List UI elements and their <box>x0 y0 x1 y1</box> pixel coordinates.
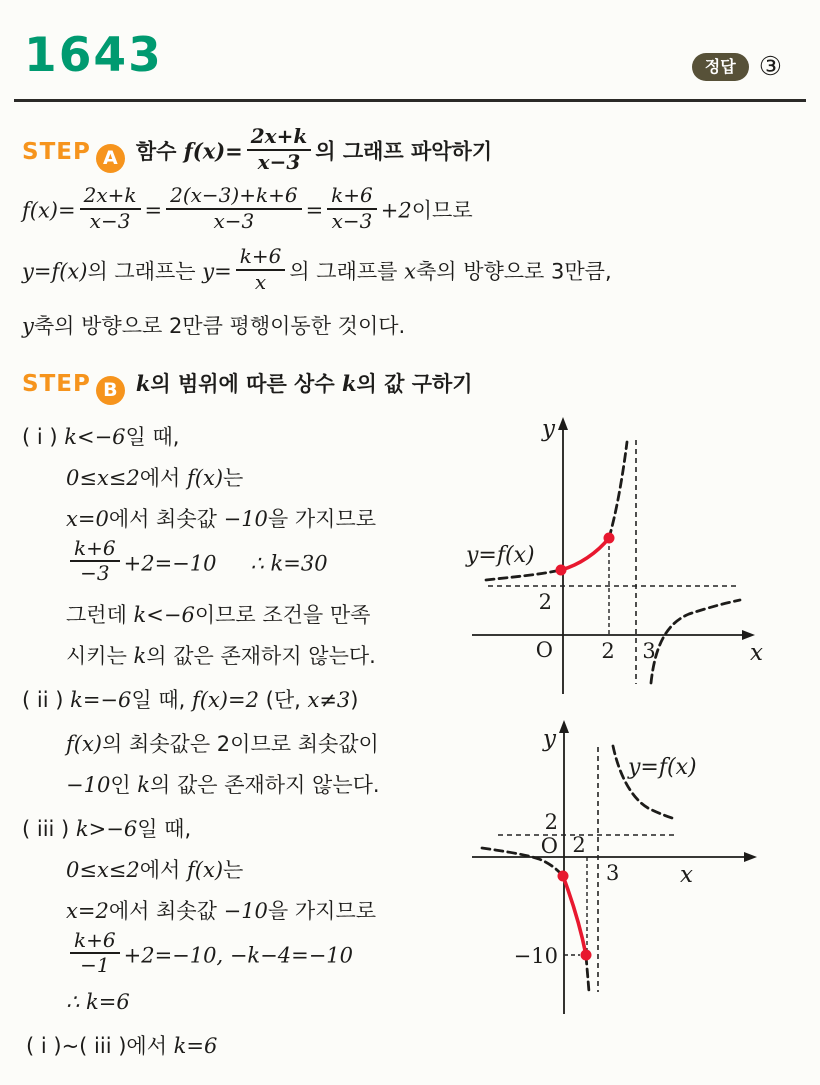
math-run: y= <box>202 259 232 284</box>
math-run: x=2 <box>66 898 109 923</box>
math-run: f(x) <box>187 465 224 490</box>
math-run: y <box>22 313 34 338</box>
text-run: ( iii ) <box>22 816 76 841</box>
y-tick-2: 2 <box>544 810 558 834</box>
x-axis-arrow-icon <box>744 852 757 862</box>
solution-line <box>22 767 500 803</box>
solution-line <box>22 501 500 537</box>
text-run: 에서 최솟값 <box>108 898 224 923</box>
curve-left-branch-lower <box>586 956 589 992</box>
solution-line <box>22 244 612 297</box>
highlight-segment <box>561 538 609 570</box>
fraction <box>327 184 377 233</box>
fraction <box>80 184 141 233</box>
text-run: 시키는 <box>66 643 134 668</box>
fraction <box>70 537 120 586</box>
math-run: 0≤x≤2 <box>66 465 140 490</box>
step-b-badge: B <box>96 376 125 405</box>
endpoint-x2 <box>604 533 615 544</box>
solution-body <box>22 124 612 1064</box>
fraction <box>247 125 311 174</box>
text-run: 을 가지므로 <box>267 898 377 923</box>
step-a-badge: A <box>96 144 125 173</box>
fraction-numerator: k+6 <box>74 927 116 952</box>
answer-area <box>692 52 782 82</box>
step-word: STEP <box>22 370 91 397</box>
math-run: = <box>305 198 324 223</box>
text-run: 의 그래프는 <box>87 259 203 284</box>
text-run: 을 가지므로 <box>267 506 377 531</box>
fraction <box>70 929 120 978</box>
solution-line <box>22 124 500 177</box>
solution-line <box>22 927 500 981</box>
y-axis-label: y <box>542 416 555 442</box>
text-run: 축의 방향으로 2만큼 평행이동한 것이다. <box>33 313 406 338</box>
math-run: f(x) <box>66 731 103 756</box>
math-run: f(x)=2 <box>191 687 259 712</box>
fraction <box>166 184 301 233</box>
text-run: ) <box>350 687 359 712</box>
math-run: k <box>135 370 151 396</box>
text-run: (단, <box>258 687 308 712</box>
math-run: k>−6 <box>75 816 138 841</box>
math-run: = <box>144 198 163 223</box>
text-run: 에서 <box>139 857 188 882</box>
y-axis-label: y <box>543 726 556 752</box>
text-run: 의 그래프 파악하기 <box>315 139 493 164</box>
solution-line <box>22 726 500 762</box>
x-axis-label: x <box>750 640 763 666</box>
math-run: k <box>341 370 357 396</box>
solution-line <box>22 535 500 589</box>
text-run: 이므로 조건을 만족 <box>194 602 371 627</box>
fraction-denominator: x−3 <box>80 208 141 234</box>
solution-line <box>22 682 500 718</box>
math-run: −10 <box>66 772 111 797</box>
math-run: ∴ k=6 <box>66 989 130 1014</box>
math-run: k <box>133 643 147 668</box>
math-run: k=6 <box>173 1033 218 1058</box>
math-run: x=0 <box>66 506 109 531</box>
text-run: 의 값은 존재하지 않는다. <box>150 772 380 797</box>
math-run: x <box>404 259 416 284</box>
fraction-denominator: x−3 <box>327 208 377 234</box>
fraction-denominator: −3 <box>70 560 120 586</box>
solution-line <box>22 893 500 929</box>
text-run: 인 <box>110 772 138 797</box>
text-run: 의 최솟값은 2이므로 최솟값이 <box>102 731 379 756</box>
curve-left-branch <box>486 570 561 580</box>
y-axis-arrow-icon <box>558 417 568 430</box>
curve-label: y=f(x) <box>628 755 697 780</box>
endpoint-x2-min <box>581 950 592 961</box>
text-run: ( ii ) <box>22 687 71 712</box>
text-run: 이므로 <box>411 198 473 223</box>
fraction-numerator: 2x+k <box>250 124 308 148</box>
solution-line <box>22 366 500 405</box>
math-run: ∴ k=30 <box>250 551 328 576</box>
answer-value: ③ <box>758 52 782 82</box>
fraction-numerator: k+6 <box>74 535 116 560</box>
math-run: x≠3 <box>307 687 351 712</box>
math-run: k<−6 <box>64 424 126 449</box>
highlight-segment <box>563 876 586 955</box>
text-run: 의 범위에 따른 상수 <box>150 371 342 396</box>
text-run: 함수 <box>135 139 184 164</box>
math-run: f(x)= <box>22 198 76 223</box>
x-tick-2: 2 <box>601 639 615 663</box>
curve-label: y=f(x) <box>466 543 535 568</box>
step-word: STEP <box>22 138 91 165</box>
text-run: 일 때, <box>125 424 180 449</box>
math-run: 0≤x≤2 <box>66 857 140 882</box>
text-run: 일 때, <box>131 687 192 712</box>
answer-badge: 정답 <box>692 53 749 80</box>
x-tick-3: 3 <box>642 639 656 663</box>
math-run: k=−6 <box>70 687 132 712</box>
x-axis-label: x <box>680 862 693 888</box>
solution-line <box>22 638 500 674</box>
text-run: ( i )~( iii )에서 <box>26 1033 174 1058</box>
y-axis-arrow-icon <box>559 720 569 733</box>
text-run: 의 그래프를 <box>289 259 405 284</box>
endpoint-x0 <box>558 871 569 882</box>
text-run: 축의 방향으로 3만큼, <box>415 259 612 284</box>
text-run: 에서 <box>139 465 188 490</box>
fraction-numerator: k+6 <box>239 244 282 269</box>
figure-case-iii <box>450 712 790 1034</box>
x-axis-arrow-icon <box>742 630 755 640</box>
fraction-numerator: 2(x−3)+k+6 <box>170 183 298 208</box>
y-tick-2: 2 <box>538 590 552 614</box>
text-run: 의 값은 존재하지 않는다. <box>146 643 376 668</box>
text-run: 의 값 구하기 <box>356 371 473 396</box>
text-run: 에서 최솟값 <box>108 506 224 531</box>
origin-label: O <box>535 638 553 662</box>
math-run: +2=−10 <box>123 551 217 576</box>
solution-line <box>22 183 500 236</box>
solution-line <box>22 597 500 633</box>
header-divider <box>14 99 806 102</box>
origin-label: O <box>540 834 558 858</box>
fraction-denominator: −1 <box>70 952 120 978</box>
math-run: f(x) <box>187 857 224 882</box>
fraction-denominator: x−3 <box>166 208 301 234</box>
endpoint-x0 <box>556 565 567 576</box>
math-run: +2 <box>380 198 412 223</box>
fraction-numerator: k+6 <box>331 183 373 208</box>
math-run: y=f(x) <box>22 259 88 284</box>
fraction-denominator: x−3 <box>247 149 311 175</box>
solution-line <box>22 308 500 344</box>
math-run: +2=−10, −k−4=−10 <box>123 943 354 968</box>
fraction <box>236 245 286 294</box>
text-run: 일 때, <box>137 816 192 841</box>
solution-line <box>22 852 500 888</box>
x-tick-3: 3 <box>606 861 620 885</box>
solution-line <box>22 984 500 1020</box>
text-run: 는 <box>223 857 244 882</box>
text-run: 그런데 <box>66 602 134 627</box>
solution-line <box>22 1028 500 1064</box>
math-run: −10 <box>223 898 268 923</box>
figure-case-i <box>448 412 816 704</box>
fraction-denominator: x <box>236 269 286 295</box>
curve-left-branch-upper <box>609 442 627 538</box>
problem-number: 1643 <box>24 28 163 83</box>
x-tick-2: 2 <box>572 833 586 857</box>
math-run: f(x)= <box>183 138 243 164</box>
math-run: −10 <box>223 506 268 531</box>
solution-line <box>22 460 500 496</box>
solution-line <box>22 811 500 847</box>
fraction-numerator: 2x+k <box>83 183 137 208</box>
math-run: k <box>137 772 151 797</box>
min-value-label: −10 <box>513 944 558 968</box>
text-run: ( i ) <box>22 424 65 449</box>
solution-line <box>22 419 500 455</box>
curve-right-branch <box>651 600 740 683</box>
text-run: 는 <box>223 465 244 490</box>
math-run: k<−6 <box>133 602 195 627</box>
